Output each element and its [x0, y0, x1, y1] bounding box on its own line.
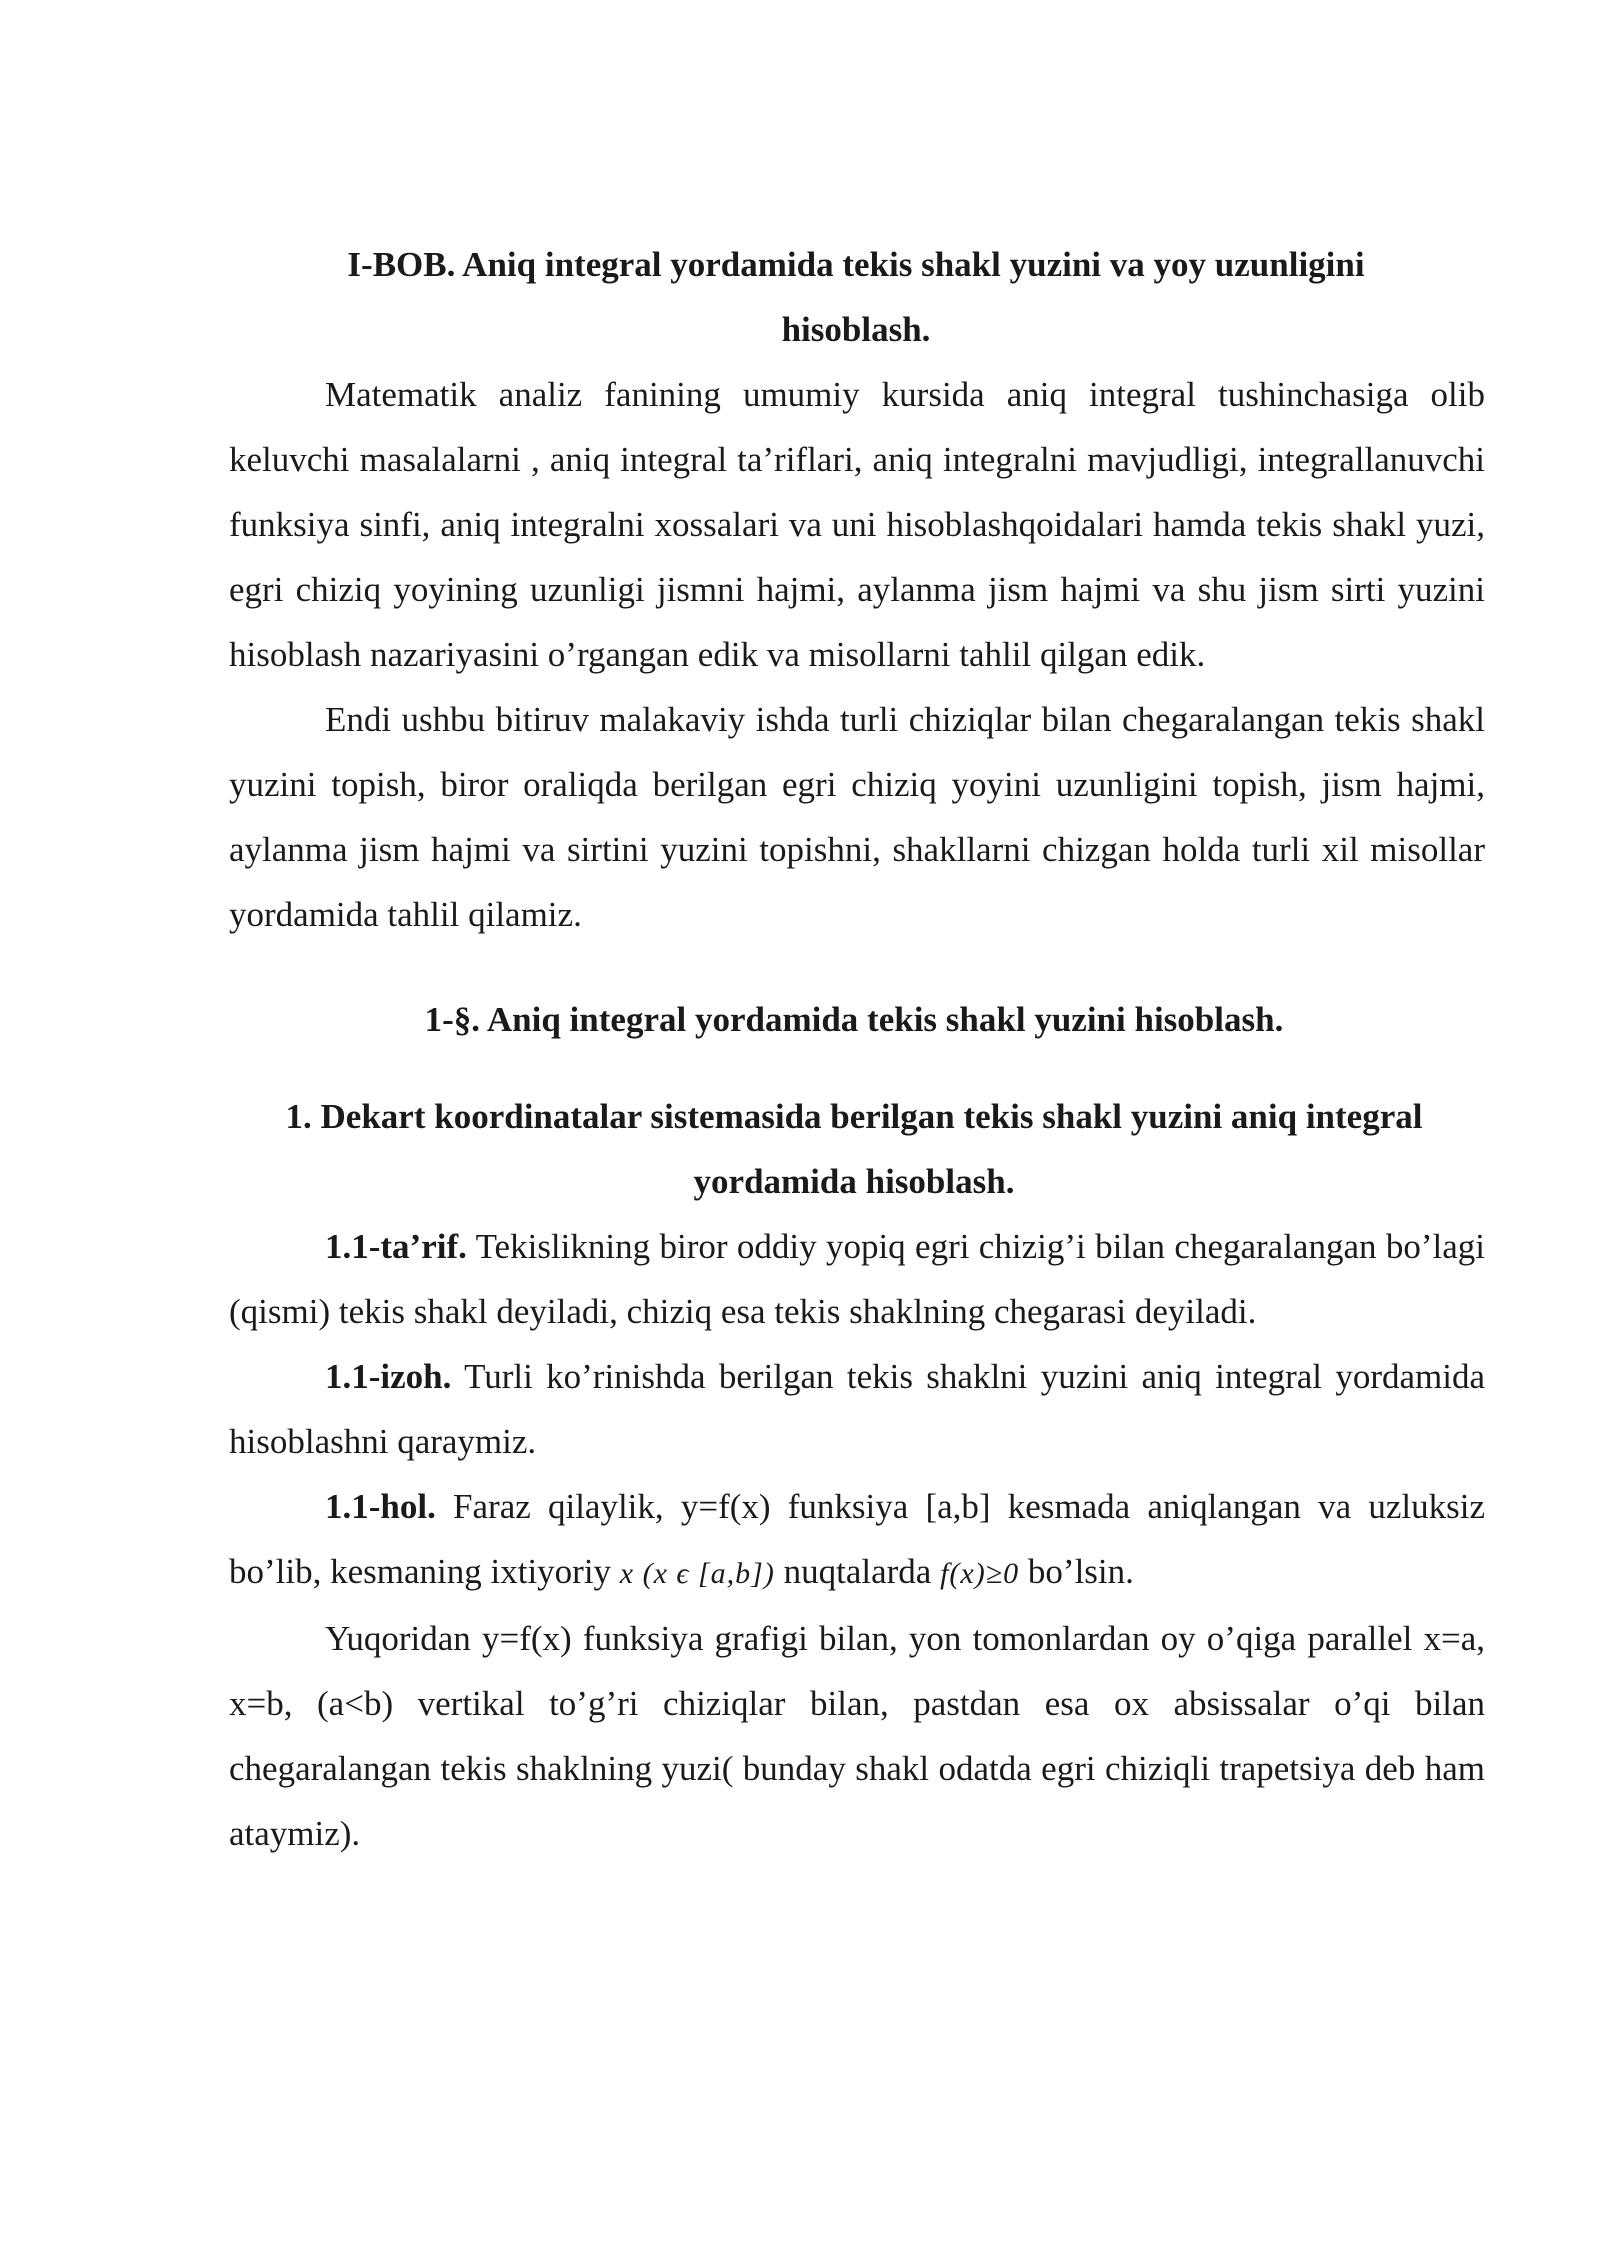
- math-point-formula: x (x ϵ [a,b]): [619, 1557, 775, 1590]
- case-paragraph: [229, 1474, 1485, 1606]
- subsection-title-line2: yordamida hisoblash.: [693, 1162, 1015, 1201]
- trapezoid-paragraph: Yuqoridan y=f(x) funksiya grafigi bilan, yon tomonlardan oy o’qiga parallel x=a, x=b, (a<b) vertikal to’g’ri chiziqlar bilan, pastdan esa ox absissalar o’qi bilan chegaralangan tekis shaklning yuzi( bunday shakl odatda egri chiziqli trapetsiya deb ham ataymiz).: [229, 1619, 1485, 1853]
- note-paragraph: [229, 1344, 1485, 1474]
- math-condition-formula: f(x)≥0: [940, 1557, 1020, 1590]
- chapter-title-line1: I-BOB. Aniq integral yordamida tekis shakl yuzini va yoy uzunligini: [347, 245, 1365, 284]
- note-text: Turli ko’rinishda berilgan tekis shaklni yuzini aniq integral yordamida hisoblashni qaraymiz.: [229, 1357, 1485, 1461]
- aim-paragraph: Endi ushbu bitiruv malakaviy ishda turli chiziqlar bilan chegaralangan tekis shakl yuzini topish, biror oraliqda berilgan egri chiziq yoyini uzunligini topish, jism hajmi, aylanma jism hajmi va sirtini yuzini topishni, shakllarni chizgan holda turli xil misollar yordamida tahlil qilamiz.: [229, 700, 1485, 934]
- chapter-title-line2: hisoblash.: [781, 310, 931, 349]
- section-title: 1-§. Aniq integral yordamida tekis shakl yuzini hisoblash.: [424, 1000, 1284, 1039]
- case-text-before: Faraz qilaylik, y=f(x) funksiya [a,b] kesmada aniqlangan va uzluksiz bo’lib, kesmaning ixtiyoriy: [229, 1487, 1485, 1591]
- definition-text: Tekislikning biror oddiy yopiq egri chizig’i bilan chegaralangan bo’lagi (qismi) tekis shakl deyiladi, chiziq esa tekis shaklning chegarasi deyiladi.: [229, 1227, 1485, 1331]
- subsection-title: [229, 1084, 1479, 1214]
- definition-label: 1.1-ta’rif.: [325, 1227, 467, 1266]
- subsection-title-line1: 1. Dekart koordinatalar sistemasida berilgan tekis shakl yuzini aniq integral: [285, 1097, 1423, 1136]
- chapter-title: [231, 232, 1481, 362]
- case-label: 1.1-hol.: [325, 1487, 436, 1526]
- case-text-after: bo’lsin.: [1019, 1552, 1134, 1591]
- case-text-middle: nuqtalarda: [774, 1552, 941, 1591]
- note-label: 1.1-izoh.: [325, 1357, 452, 1396]
- intro-paragraph: Matematik analiz fanining umumiy kursida aniq integral tushinchasiga olib keluvchi masalalarni , aniq integral ta’riflari, aniq integralni mavjudligi, integrallanuvchi funksiya sinfi, aniq integralni xossalari va uni hisoblashqoidalari hamda tekis shakl yuzi, egri chiziq yoyining uzunligi jismni hajmi, aylanma jism hajmi va shu jism sirti yuzini hisoblash nazariyasini o’rgangan edik va misollarni tahlil qilgan edik.: [229, 375, 1485, 674]
- definition-paragraph: [229, 1214, 1485, 1344]
